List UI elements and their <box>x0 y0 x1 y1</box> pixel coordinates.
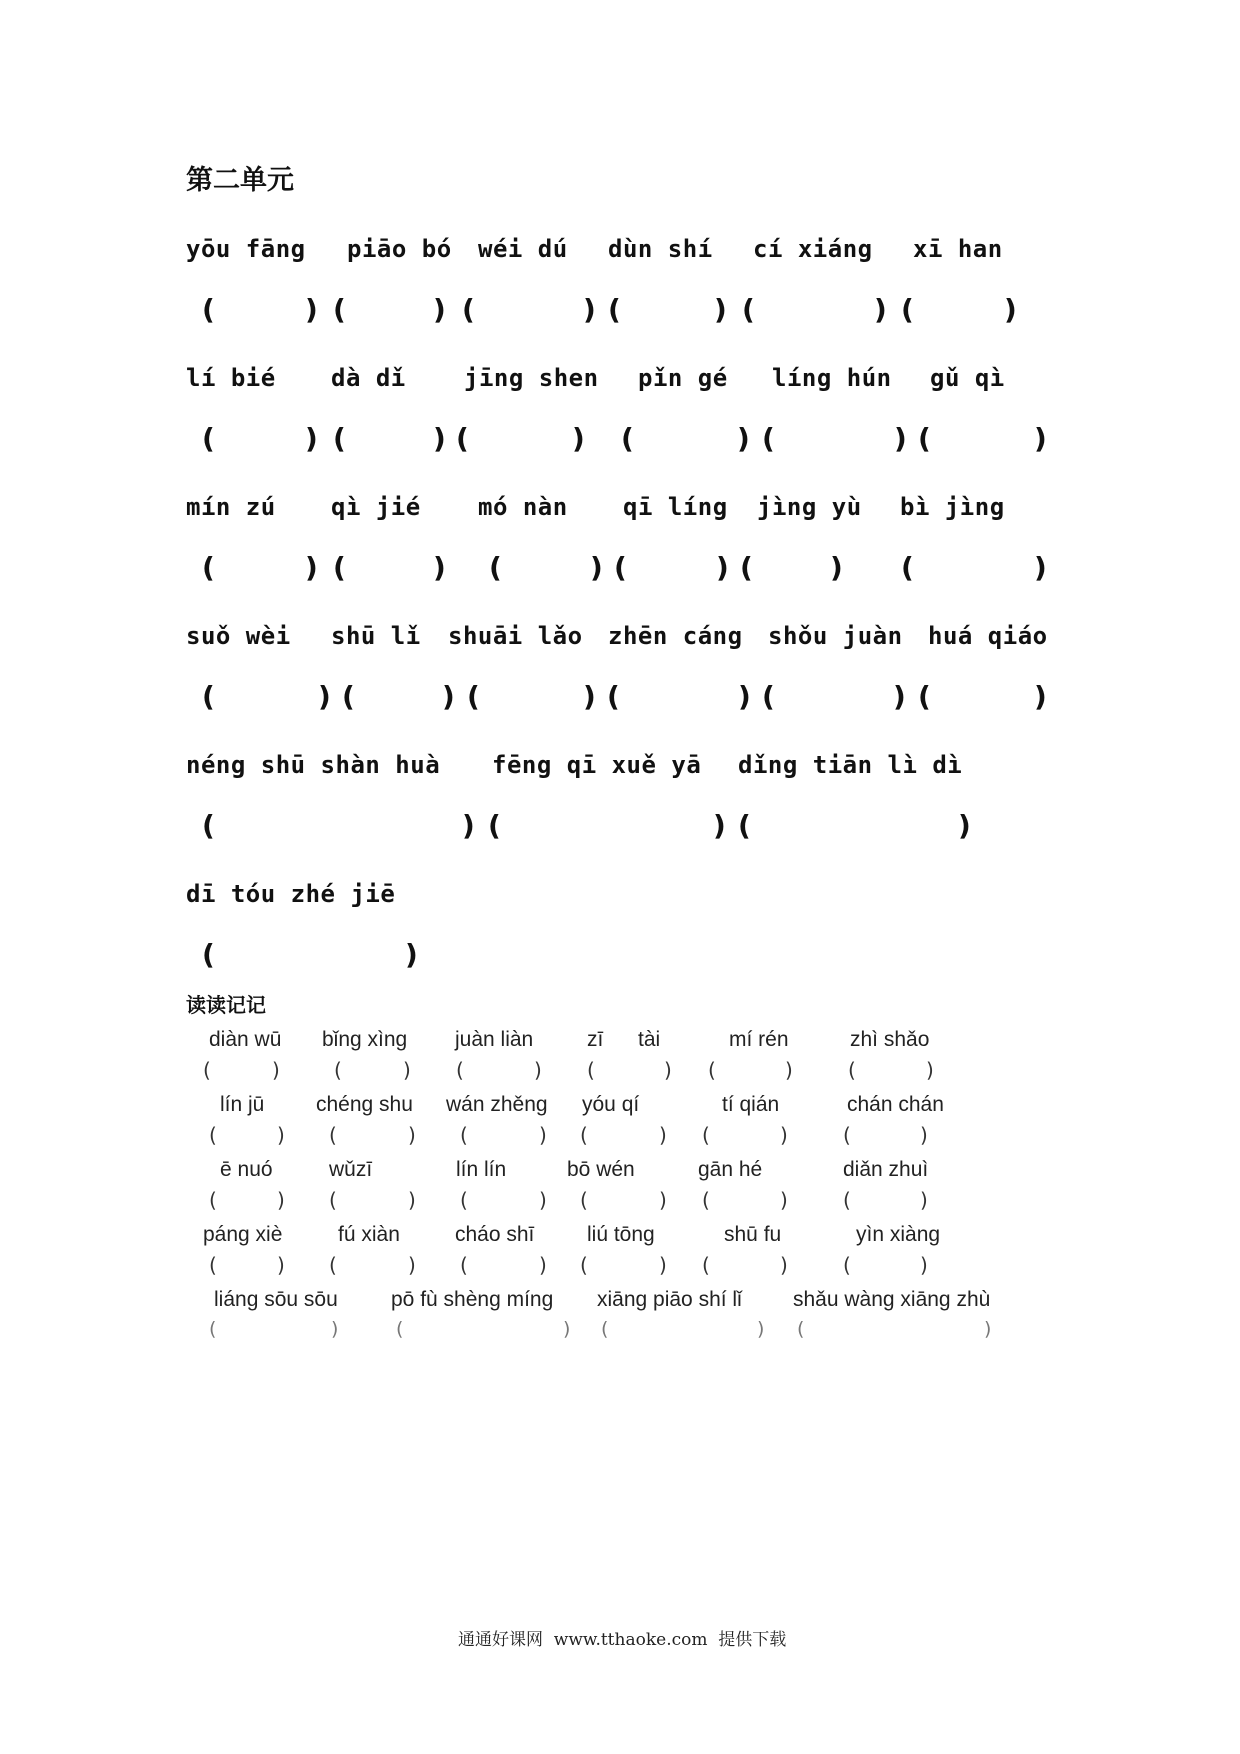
reading-paren-close: ) <box>539 1253 547 1277</box>
reading-paren-close: ) <box>920 1188 928 1212</box>
reading-word: lín jū <box>220 1093 265 1116</box>
answer-paren-open: ( <box>621 422 634 455</box>
answer-paren-close: ) <box>1034 551 1047 584</box>
pinyin-word: zhēn cáng <box>608 622 743 650</box>
answer-paren-open: ( <box>202 422 215 455</box>
pinyin-word: lí bié <box>186 364 276 392</box>
reading-word: fú xiàn <box>338 1223 400 1246</box>
answer-paren-open: ( <box>608 293 621 326</box>
reading-paren-close: ) <box>920 1123 928 1147</box>
reading-paren-open: ( <box>329 1123 337 1147</box>
answer-paren-open: ( <box>456 422 469 455</box>
reading-word: bō wén <box>567 1158 635 1181</box>
reading-paren-open: ( <box>460 1188 468 1212</box>
reading-paren-open: ( <box>334 1058 342 1082</box>
answer-paren-open: ( <box>467 680 480 713</box>
answer-paren-close: ) <box>958 809 971 842</box>
pinyin-word: mó nàn <box>478 493 568 521</box>
reading-paren-close: ) <box>664 1058 672 1082</box>
pinyin-word: wéi dú <box>478 235 568 263</box>
answer-paren-close: ) <box>1034 422 1047 455</box>
pinyin-word: líng hún <box>772 364 892 392</box>
reading-word: gān hé <box>698 1158 763 1181</box>
reading-paren-close: ) <box>539 1188 547 1212</box>
answer-paren-close: ) <box>894 422 907 455</box>
pinyin-word: shǒu juàn <box>768 622 903 650</box>
reading-word: tí qián <box>722 1093 780 1116</box>
reading-paren-open: ( <box>601 1318 609 1340</box>
reading-paren-close: ) <box>277 1123 285 1147</box>
reading-word: liú tōng <box>587 1223 655 1246</box>
answer-paren-close: ) <box>305 551 318 584</box>
answer-paren-close: ) <box>590 551 603 584</box>
reading-paren-open: ( <box>848 1058 856 1082</box>
answer-paren-open: ( <box>918 680 931 713</box>
answer-paren-open: ( <box>738 809 751 842</box>
pinyin-idiom: fēng qī xuě yā <box>492 751 702 779</box>
reading-paren-close: ) <box>785 1058 793 1082</box>
reading-word: bǐng xìng <box>322 1028 408 1051</box>
reading-paren-close: ) <box>757 1318 765 1340</box>
reading-paren-open: ( <box>460 1253 468 1277</box>
reading-word: chán chán <box>847 1093 944 1116</box>
reading-paren-open: ( <box>843 1123 851 1147</box>
reading-paren-open: ( <box>396 1318 404 1340</box>
answer-paren-close: ) <box>714 293 727 326</box>
answer-paren-open: ( <box>202 938 215 971</box>
reading-word: liáng sōu sōu <box>214 1288 338 1311</box>
answer-paren-close: ) <box>305 293 318 326</box>
pinyin-word: yōu fāng <box>186 235 306 263</box>
reading-paren-close: ) <box>780 1253 788 1277</box>
answer-paren-close: ) <box>405 938 418 971</box>
answer-paren-close: ) <box>1004 293 1017 326</box>
reading-paren-open: ( <box>702 1253 710 1277</box>
reading-paren-open: ( <box>580 1253 588 1277</box>
reading-word: chéng shu <box>316 1093 413 1116</box>
answer-paren-open: ( <box>740 551 753 584</box>
pinyin-idiom: dī tóu zhé jiē <box>186 880 396 908</box>
answer-paren-open: ( <box>202 551 215 584</box>
reading-paren-open: ( <box>209 1123 217 1147</box>
reading-paren-open: ( <box>797 1318 805 1340</box>
answer-paren-open: ( <box>462 293 475 326</box>
pinyin-word: dùn shí <box>608 235 713 263</box>
reading-word: páng xiè <box>203 1223 283 1246</box>
reading-word: shū fu <box>724 1223 782 1246</box>
answer-paren-open: ( <box>488 809 501 842</box>
answer-paren-close: ) <box>318 680 331 713</box>
reading-paren-close: ) <box>408 1123 416 1147</box>
pinyin-word: gǔ qì <box>930 364 1005 392</box>
reading-word: juàn liàn <box>455 1028 534 1051</box>
reading-paren-close: ) <box>277 1253 285 1277</box>
answer-paren-open: ( <box>614 551 627 584</box>
reading-paren-open: ( <box>843 1188 851 1212</box>
answer-paren-close: ) <box>462 809 475 842</box>
answer-paren-close: ) <box>583 680 596 713</box>
pinyin-word: bì jìng <box>900 493 1005 521</box>
answer-paren-close: ) <box>874 293 887 326</box>
reading-paren-close: ) <box>534 1058 542 1082</box>
reading-word: zī <box>587 1028 604 1051</box>
reading-paren-open: ( <box>708 1058 716 1082</box>
pinyin-word: huá qiáo <box>928 622 1048 650</box>
pinyin-word: shū lǐ <box>331 622 421 650</box>
pinyin-word: jìng yù <box>757 493 862 521</box>
reading-paren-close: ) <box>408 1188 416 1212</box>
reading-word: shǎu wàng xiāng zhù <box>793 1288 991 1311</box>
pinyin-word: qī líng <box>623 493 728 521</box>
answer-paren-close: ) <box>1034 680 1047 713</box>
reading-word: zhì shǎo <box>850 1028 930 1051</box>
reading-word: wǔzī <box>329 1158 373 1181</box>
answer-paren-close: ) <box>433 422 446 455</box>
answer-paren-close: ) <box>738 680 751 713</box>
answer-paren-close: ) <box>830 551 843 584</box>
reading-word: yìn xiàng <box>856 1223 941 1246</box>
answer-paren-open: ( <box>762 680 775 713</box>
unit-title: 第二单元 <box>186 165 294 196</box>
answer-paren-open: ( <box>918 422 931 455</box>
reading-paren-open: ( <box>209 1318 217 1340</box>
reading-word: ē nuó <box>220 1158 273 1181</box>
reading-paren-open: ( <box>209 1188 217 1212</box>
pinyin-word: pǐn gé <box>638 364 728 392</box>
reading-paren-open: ( <box>329 1188 337 1212</box>
answer-paren-close: ) <box>737 422 750 455</box>
reading-paren-close: ) <box>659 1253 667 1277</box>
answer-paren-open: ( <box>202 809 215 842</box>
reading-word: cháo shī <box>455 1223 535 1246</box>
reading-paren-open: ( <box>580 1123 588 1147</box>
pinyin-word: jīng shen <box>464 364 599 392</box>
answer-paren-open: ( <box>742 293 755 326</box>
answer-paren-close: ) <box>583 293 596 326</box>
pinyin-word: qì jié <box>331 493 421 521</box>
reading-paren-close: ) <box>563 1318 571 1340</box>
pinyin-idiom: dǐng tiān lì dì <box>738 751 963 779</box>
pinyin-word: shuāi lǎo <box>448 622 583 650</box>
reading-word: mí rén <box>729 1028 789 1051</box>
reading-word: yóu qí <box>582 1093 640 1116</box>
pinyin-word: mín zú <box>186 493 276 521</box>
answer-paren-close: ) <box>433 293 446 326</box>
reading-paren-close: ) <box>539 1123 547 1147</box>
answer-paren-open: ( <box>901 293 914 326</box>
reading-paren-close: ) <box>659 1123 667 1147</box>
pinyin-word: xī han <box>913 235 1003 263</box>
reading-paren-close: ) <box>272 1058 280 1082</box>
reading-paren-open: ( <box>209 1253 217 1277</box>
answer-paren-open: ( <box>489 551 502 584</box>
answer-paren-close: ) <box>893 680 906 713</box>
reading-section-title: 读读记记 <box>186 993 266 1017</box>
reading-paren-open: ( <box>580 1188 588 1212</box>
reading-paren-close: ) <box>408 1253 416 1277</box>
answer-paren-open: ( <box>607 680 620 713</box>
answer-paren-open: ( <box>901 551 914 584</box>
answer-paren-close: ) <box>442 680 455 713</box>
reading-word: xiāng piāo shí lǐ <box>597 1288 742 1311</box>
reading-paren-open: ( <box>460 1123 468 1147</box>
reading-paren-close: ) <box>277 1188 285 1212</box>
pinyin-idiom: néng shū shàn huà <box>186 751 441 779</box>
reading-word: diàn wū <box>209 1028 282 1051</box>
reading-paren-close: ) <box>780 1188 788 1212</box>
pinyin-word: cí xiáng <box>753 235 873 263</box>
answer-paren-open: ( <box>333 293 346 326</box>
reading-paren-close: ) <box>780 1123 788 1147</box>
reading-paren-open: ( <box>843 1253 851 1277</box>
pinyin-word: piāo bó <box>347 235 452 263</box>
reading-paren-open: ( <box>203 1058 211 1082</box>
answer-paren-close: ) <box>305 422 318 455</box>
answer-paren-open: ( <box>202 293 215 326</box>
answer-paren-close: ) <box>572 422 585 455</box>
answer-paren-close: ) <box>713 809 726 842</box>
reading-word: tài <box>638 1028 661 1051</box>
reading-paren-close: ) <box>403 1058 411 1082</box>
reading-paren-open: ( <box>702 1188 710 1212</box>
answer-paren-open: ( <box>202 680 215 713</box>
answer-paren-close: ) <box>716 551 729 584</box>
answer-paren-close: ) <box>433 551 446 584</box>
pinyin-word: suǒ wèi <box>186 622 291 650</box>
answer-paren-open: ( <box>342 680 355 713</box>
reading-paren-close: ) <box>659 1188 667 1212</box>
reading-word: wán zhěng <box>446 1093 548 1116</box>
reading-paren-open: ( <box>456 1058 464 1082</box>
answer-paren-open: ( <box>762 422 775 455</box>
footer-source: 通通好课网 www.tthaoke.com 提供下载 <box>458 1630 787 1650</box>
answer-paren-open: ( <box>333 422 346 455</box>
answer-paren-open: ( <box>333 551 346 584</box>
pinyin-word: dà dǐ <box>331 364 406 392</box>
reading-word: diǎn zhuì <box>843 1158 929 1181</box>
reading-word: lín lín <box>456 1158 507 1181</box>
reading-paren-open: ( <box>702 1123 710 1147</box>
reading-paren-close: ) <box>926 1058 934 1082</box>
reading-paren-open: ( <box>329 1253 337 1277</box>
reading-paren-close: ) <box>984 1318 992 1340</box>
reading-paren-close: ) <box>920 1253 928 1277</box>
reading-word: pō fù shèng míng <box>391 1288 554 1311</box>
reading-paren-close: ) <box>331 1318 339 1340</box>
reading-paren-open: ( <box>587 1058 595 1082</box>
